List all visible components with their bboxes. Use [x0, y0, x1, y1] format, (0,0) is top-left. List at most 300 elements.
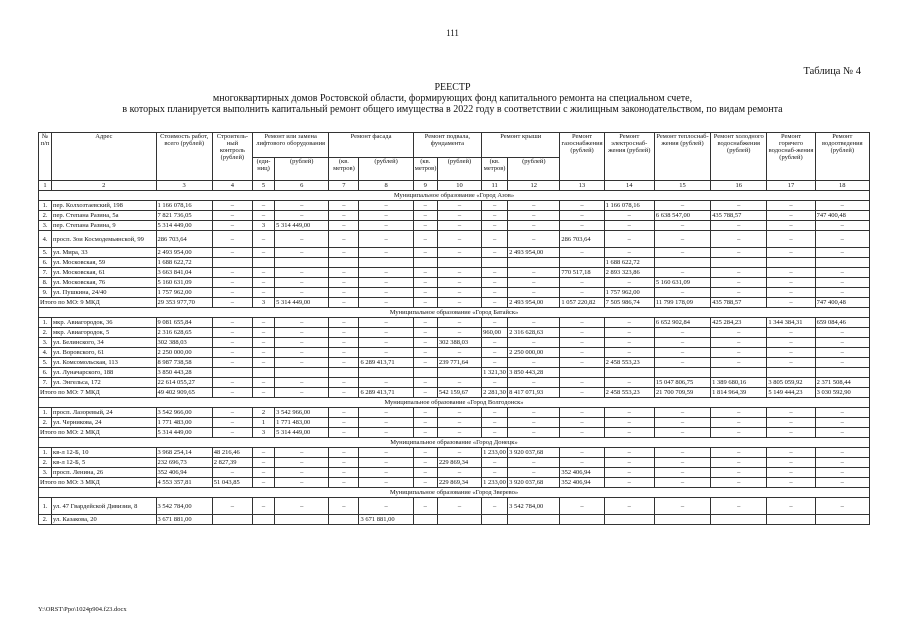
row-number: 2.	[39, 458, 52, 468]
table-cell	[252, 515, 274, 525]
table-cell: 659 084,46	[815, 318, 869, 328]
table-cell: –	[508, 358, 560, 368]
table-cell: –	[413, 201, 437, 211]
subheader-sqm: (кв. метров)	[482, 158, 508, 181]
column-number-row	[39, 181, 870, 191]
table-cell: 3 850 443,28	[508, 368, 560, 378]
column-number: 11	[482, 181, 508, 191]
table-cell: –	[359, 268, 413, 278]
table-cell: –	[212, 231, 252, 248]
total-cell: –	[482, 298, 508, 308]
table-cell: –	[560, 408, 604, 418]
table-row	[39, 358, 870, 368]
total-cell: 1 814 964,39	[711, 388, 767, 398]
total-cell: 3 920 037,68	[508, 478, 560, 488]
table-cell: –	[212, 248, 252, 258]
column-number: 10	[437, 181, 481, 191]
total-cell: –	[359, 298, 413, 308]
column-number: 3	[156, 181, 212, 191]
table-cell: –	[437, 201, 481, 211]
table-cell: –	[767, 348, 815, 358]
registry-body	[39, 191, 870, 525]
table-row	[39, 368, 870, 378]
address-cell: ул. Комсомольская, 113	[52, 358, 156, 368]
table-cell: –	[654, 328, 710, 338]
row-number: 2.	[39, 211, 52, 221]
table-cell: –	[815, 358, 869, 368]
row-number: 3.	[39, 468, 52, 478]
address-cell: ул. Московская, 61	[52, 268, 156, 278]
address-cell: пер. Степана Разина, 5а	[52, 211, 156, 221]
table-cell	[604, 515, 654, 525]
table-cell: –	[212, 408, 252, 418]
table-cell: –	[359, 201, 413, 211]
address-cell: мкр. Авиагородок, 5	[52, 328, 156, 338]
table-row	[39, 378, 870, 388]
total-cell: –	[604, 428, 654, 438]
table-cell: –	[604, 498, 654, 515]
total-cell: –	[815, 428, 869, 438]
table-cell: –	[508, 211, 560, 221]
table-cell: –	[654, 358, 710, 368]
table-cell: –	[359, 448, 413, 458]
table-row	[39, 268, 870, 278]
table-cell: –	[604, 278, 654, 288]
table-cell: –	[767, 268, 815, 278]
table-cell	[767, 368, 815, 378]
table-cell: –	[482, 211, 508, 221]
table-cell: –	[604, 221, 654, 231]
table-cell: 48 216,46	[212, 448, 252, 458]
table-cell: –	[711, 358, 767, 368]
total-cell: –	[252, 478, 274, 488]
table-cell: –	[329, 268, 359, 278]
table-cell: –	[711, 328, 767, 338]
table-cell: –	[329, 338, 359, 348]
table-cell: –	[560, 201, 604, 211]
table-cell: –	[252, 318, 274, 328]
table-cell: 9 081 655,84	[156, 318, 212, 328]
table-cell: –	[359, 418, 413, 428]
total-cell: 11 799 178,09	[654, 298, 710, 308]
table-cell: 1 344 384,31	[767, 318, 815, 328]
table-cell: –	[508, 418, 560, 428]
table-cell: 2 493 954,00	[508, 248, 560, 258]
title-line: в которых планируется выполнить капитальный ремонт общего имущества в 2022 году в соответствии с жилищным законодательством, по видам ремонта	[122, 104, 783, 115]
table-cell: –	[815, 201, 869, 211]
col-header-drainage: Ремонт водоотведения (рублей)	[815, 133, 869, 181]
table-cell	[767, 258, 815, 268]
table-cell: 286 703,64	[156, 231, 212, 248]
table-cell: 302 388,03	[156, 338, 212, 348]
table-cell	[767, 515, 815, 525]
table-cell: –	[604, 318, 654, 328]
table-cell: –	[275, 231, 329, 248]
table-cell: –	[413, 468, 437, 478]
total-cell: 3 030 592,90	[815, 388, 869, 398]
total-cell: –	[413, 478, 437, 488]
table-cell: –	[359, 408, 413, 418]
table-cell: 425 284,23	[711, 318, 767, 328]
table-cell: –	[329, 248, 359, 258]
table-cell: –	[252, 278, 274, 288]
table-cell: –	[329, 318, 359, 328]
table-cell: –	[604, 248, 654, 258]
table-cell: 3 671 881,00	[156, 515, 212, 525]
total-cell: 5 149 444,23	[767, 388, 815, 398]
table-cell: –	[482, 318, 508, 328]
table-cell: –	[329, 328, 359, 338]
table-cell	[275, 258, 329, 268]
table-row	[39, 221, 870, 231]
table-cell: 239 771,64	[437, 358, 481, 368]
table-cell: 232 696,73	[156, 458, 212, 468]
total-row	[39, 388, 870, 398]
address-cell: мкр. Авиагородок, 36	[52, 318, 156, 328]
table-cell: –	[437, 468, 481, 478]
table-cell: –	[329, 221, 359, 231]
table-cell: 1 233,00	[483, 449, 506, 456]
table-row	[39, 248, 870, 258]
table-cell: –	[212, 328, 252, 338]
table-cell: –	[437, 248, 481, 258]
table-cell	[654, 368, 710, 378]
table-row	[39, 278, 870, 288]
table-row	[39, 338, 870, 348]
table-cell: –	[711, 268, 767, 278]
municipality-row	[39, 438, 870, 448]
table-cell: 3 920 037,68	[508, 448, 560, 458]
table-cell: –	[711, 288, 767, 298]
table-cell: –	[437, 408, 481, 418]
table-cell: 3 968 254,14	[156, 448, 212, 458]
table-cell	[654, 515, 710, 525]
table-cell: –	[329, 348, 359, 358]
table-cell: –	[654, 458, 710, 468]
table-number: Таблица № 4	[803, 66, 861, 77]
table-row	[39, 318, 870, 328]
table-cell: 2 827,39	[212, 458, 252, 468]
col-header-construction-control: Строитель-ный контроль (рублей)	[212, 133, 252, 181]
table-cell: –	[767, 201, 815, 211]
table-cell: –	[815, 468, 869, 478]
table-cell: –	[212, 211, 252, 221]
column-number: 5	[252, 181, 274, 191]
table-cell	[212, 368, 252, 378]
table-row	[39, 211, 870, 221]
table-cell: –	[329, 468, 359, 478]
table-cell	[604, 368, 654, 378]
total-row	[39, 428, 870, 438]
address-cell: пер. Степана Разина, 9	[52, 221, 156, 231]
table-cell: –	[560, 348, 604, 358]
table-cell: –	[711, 201, 767, 211]
table-row	[39, 408, 870, 418]
table-cell: –	[359, 288, 413, 298]
table-cell: 8 987 738,58	[156, 358, 212, 368]
table-row	[39, 458, 870, 468]
table-cell: 3 542 784,00	[156, 498, 212, 515]
column-number: 1	[39, 181, 52, 191]
table-cell: –	[482, 268, 508, 278]
table-cell: 2 250 000,00	[156, 348, 212, 358]
page-number: 111	[446, 28, 459, 38]
col-header-gas: Ремонт газоснабжения (рублей)	[560, 133, 604, 181]
table-cell: 2 493 954,00	[156, 248, 212, 258]
table-cell: –	[252, 498, 274, 515]
table-cell: –	[815, 418, 869, 428]
table-cell: –	[252, 468, 274, 478]
title-line: многоквартирных домов Ростовской области, формирующих фонд капитального ремонта на специальном счете,	[212, 93, 693, 104]
address-cell: ул. Казакова, 20	[52, 515, 156, 525]
total-cell: 51 043,85	[212, 478, 252, 488]
table-cell: –	[212, 221, 252, 231]
table-cell: –	[815, 231, 869, 248]
table-cell: –	[604, 231, 654, 248]
total-cell: 1 233,00	[483, 479, 506, 486]
table-cell: –	[359, 278, 413, 288]
total-cell: 3	[252, 428, 274, 438]
table-cell: –	[604, 211, 654, 221]
total-cell: –	[275, 478, 329, 488]
table-cell: –	[604, 328, 654, 338]
address-cell: ул. Черникова, 24	[52, 418, 156, 428]
table-cell: –	[482, 358, 508, 368]
table-cell: –	[604, 338, 654, 348]
table-cell: 1 389 680,16	[711, 378, 767, 388]
total-cell: –	[275, 388, 329, 398]
table-cell: –	[329, 358, 359, 368]
table-cell: –	[413, 338, 437, 348]
table-cell: 2 250 000,00	[508, 348, 560, 358]
table-cell	[359, 368, 413, 378]
address-cell: просп. Лазоревый, 24	[52, 408, 156, 418]
table-cell: 3 542 966,00	[156, 408, 212, 418]
table-cell: –	[252, 201, 274, 211]
column-number: 4	[212, 181, 252, 191]
col-header-elevator: Ремонт или замена лифтового оборудования	[252, 133, 328, 158]
table-cell: –	[252, 448, 274, 458]
table-cell: –	[482, 278, 508, 288]
row-number: 1.	[39, 201, 52, 211]
table-cell: –	[508, 378, 560, 388]
table-cell: –	[767, 248, 815, 258]
address-cell: просп. Зои Космодемьянской, 99	[52, 231, 156, 248]
table-cell: –	[654, 201, 710, 211]
total-cell: 8 417 071,93	[508, 388, 560, 398]
row-number: 5.	[39, 358, 52, 368]
table-cell: –	[508, 288, 560, 298]
municipality-title: Муниципальное образование «Город Волгодонск»	[39, 398, 870, 408]
total-label: Итого по МО: 9 МКД	[39, 298, 157, 308]
table-cell: –	[359, 231, 413, 248]
row-number: 4.	[39, 348, 52, 358]
table-cell	[815, 258, 869, 268]
subheader-sqm: (кв. метров)	[329, 158, 359, 181]
address-cell: ул. Энгельса, 172	[52, 378, 156, 388]
total-cell: 4 553 357,81	[156, 478, 212, 488]
table-cell	[560, 368, 604, 378]
table-cell: 1 688 622,72	[604, 258, 654, 268]
table-cell: –	[654, 468, 710, 478]
table-cell: –	[560, 418, 604, 428]
table-cell: –	[413, 248, 437, 258]
row-number: 2.	[39, 328, 52, 338]
table-cell: –	[815, 288, 869, 298]
table-cell: –	[275, 318, 329, 328]
table-cell: 1	[252, 418, 274, 428]
total-cell: 2 458 553,23	[604, 388, 654, 398]
column-number: 18	[815, 181, 869, 191]
table-cell: –	[482, 418, 508, 428]
subheader-rub: (рублей)	[508, 158, 560, 181]
table-cell: –	[359, 328, 413, 338]
table-cell: –	[252, 458, 274, 468]
total-cell: 747 400,48	[815, 298, 869, 308]
table-cell: 2 458 553,23	[604, 358, 654, 368]
column-number: 13	[560, 181, 604, 191]
table-cell: 960,00	[482, 328, 508, 338]
municipality-row	[39, 308, 870, 318]
municipality-title: Муниципальное образование «Город Азов»	[39, 191, 870, 201]
row-number: 3.	[39, 338, 52, 348]
table-row	[39, 328, 870, 338]
table-cell: –	[329, 498, 359, 515]
address-cell: просп. Ленина, 26	[52, 468, 156, 478]
table-cell: –	[413, 318, 437, 328]
table-cell	[212, 258, 252, 268]
total-cell: –	[413, 298, 437, 308]
table-cell: –	[604, 448, 654, 458]
table-cell: –	[482, 248, 508, 258]
table-cell: –	[767, 468, 815, 478]
table-cell	[508, 515, 560, 525]
table-cell	[329, 258, 359, 268]
table-cell: –	[275, 268, 329, 278]
table-cell: –	[275, 498, 329, 515]
total-cell: 6 289 413,71	[359, 388, 413, 398]
table-cell: 3	[252, 221, 274, 231]
table-cell: –	[437, 378, 481, 388]
row-number: 1.	[39, 318, 52, 328]
row-number: 5.	[39, 248, 52, 258]
table-cell: –	[560, 278, 604, 288]
table-cell: –	[212, 418, 252, 428]
table-row	[39, 515, 870, 525]
table-cell: –	[413, 448, 437, 458]
table-cell: –	[275, 468, 329, 478]
table-cell	[437, 515, 481, 525]
total-cell: –	[212, 428, 252, 438]
table-cell: –	[329, 231, 359, 248]
table-cell: –	[212, 348, 252, 358]
table-cell: –	[654, 338, 710, 348]
table-cell: –	[359, 211, 413, 221]
table-cell: –	[275, 348, 329, 358]
table-cell: –	[654, 498, 710, 515]
table-cell	[508, 258, 560, 268]
table-cell: 6 638 547,00	[654, 211, 710, 221]
table-cell: 1 757 962,00	[604, 288, 654, 298]
subheader-rub: (рублей)	[359, 158, 413, 181]
table-cell: –	[212, 318, 252, 328]
table-cell: –	[508, 338, 560, 348]
col-header-no: № п/п	[39, 133, 52, 181]
table-cell: –	[654, 418, 710, 428]
total-cell: –	[212, 298, 252, 308]
table-cell: –	[560, 248, 604, 258]
table-row	[39, 288, 870, 298]
table-cell: 5 160 631,09	[654, 278, 710, 288]
table-cell: –	[329, 278, 359, 288]
table-cell: –	[329, 408, 359, 418]
table-cell: –	[560, 328, 604, 338]
table-cell	[252, 368, 274, 378]
table-cell: –	[604, 348, 654, 358]
table-cell: 3 542 784,00	[508, 498, 560, 515]
table-cell: –	[212, 278, 252, 288]
table-cell	[654, 258, 710, 268]
title-line: РЕЕСТР	[434, 82, 471, 93]
total-cell: –	[252, 388, 274, 398]
address-cell: ул. Московская, 76	[52, 278, 156, 288]
table-cell: –	[359, 378, 413, 388]
table-cell: –	[275, 448, 329, 458]
total-cell: –	[711, 478, 767, 488]
table-cell: –	[767, 211, 815, 221]
total-label: Итого по МО: 2 МКД	[39, 428, 157, 438]
table-cell	[711, 368, 767, 378]
table-cell	[275, 368, 329, 378]
row-number: 2.	[39, 418, 52, 428]
table-cell: –	[329, 201, 359, 211]
table-cell	[711, 258, 767, 268]
total-cell: 542 159,67	[437, 388, 481, 398]
row-number: 3.	[39, 221, 52, 231]
table-cell: –	[329, 288, 359, 298]
table-cell: –	[767, 338, 815, 348]
total-cell: –	[437, 428, 481, 438]
total-cell: –	[767, 478, 815, 488]
table-cell: –	[413, 418, 437, 428]
table-cell: 15 047 806,75	[654, 378, 710, 388]
table-cell: –	[482, 201, 508, 211]
table-cell: –	[212, 268, 252, 278]
table-cell: –	[437, 348, 481, 358]
table-cell: –	[437, 268, 481, 278]
table-cell: –	[815, 458, 869, 468]
table-cell: –	[711, 458, 767, 468]
table-row	[39, 201, 870, 211]
table-cell: –	[359, 338, 413, 348]
table-cell	[359, 258, 413, 268]
table-cell: –	[604, 468, 654, 478]
municipality-title: Муниципальное образование «Город Зверево»	[39, 488, 870, 498]
table-cell: –	[437, 498, 481, 515]
row-number: 4.	[39, 231, 52, 248]
table-cell	[815, 515, 869, 525]
table-cell: –	[604, 458, 654, 468]
table-cell: 1 688 622,72	[156, 258, 212, 268]
column-number: 6	[275, 181, 329, 191]
table-cell: –	[413, 278, 437, 288]
table-cell: –	[252, 268, 274, 278]
table-cell: –	[413, 348, 437, 358]
table-cell: –	[212, 288, 252, 298]
table-cell: –	[359, 458, 413, 468]
table-cell: –	[815, 498, 869, 515]
address-cell: кв-л 12-Б, 10	[52, 448, 156, 458]
